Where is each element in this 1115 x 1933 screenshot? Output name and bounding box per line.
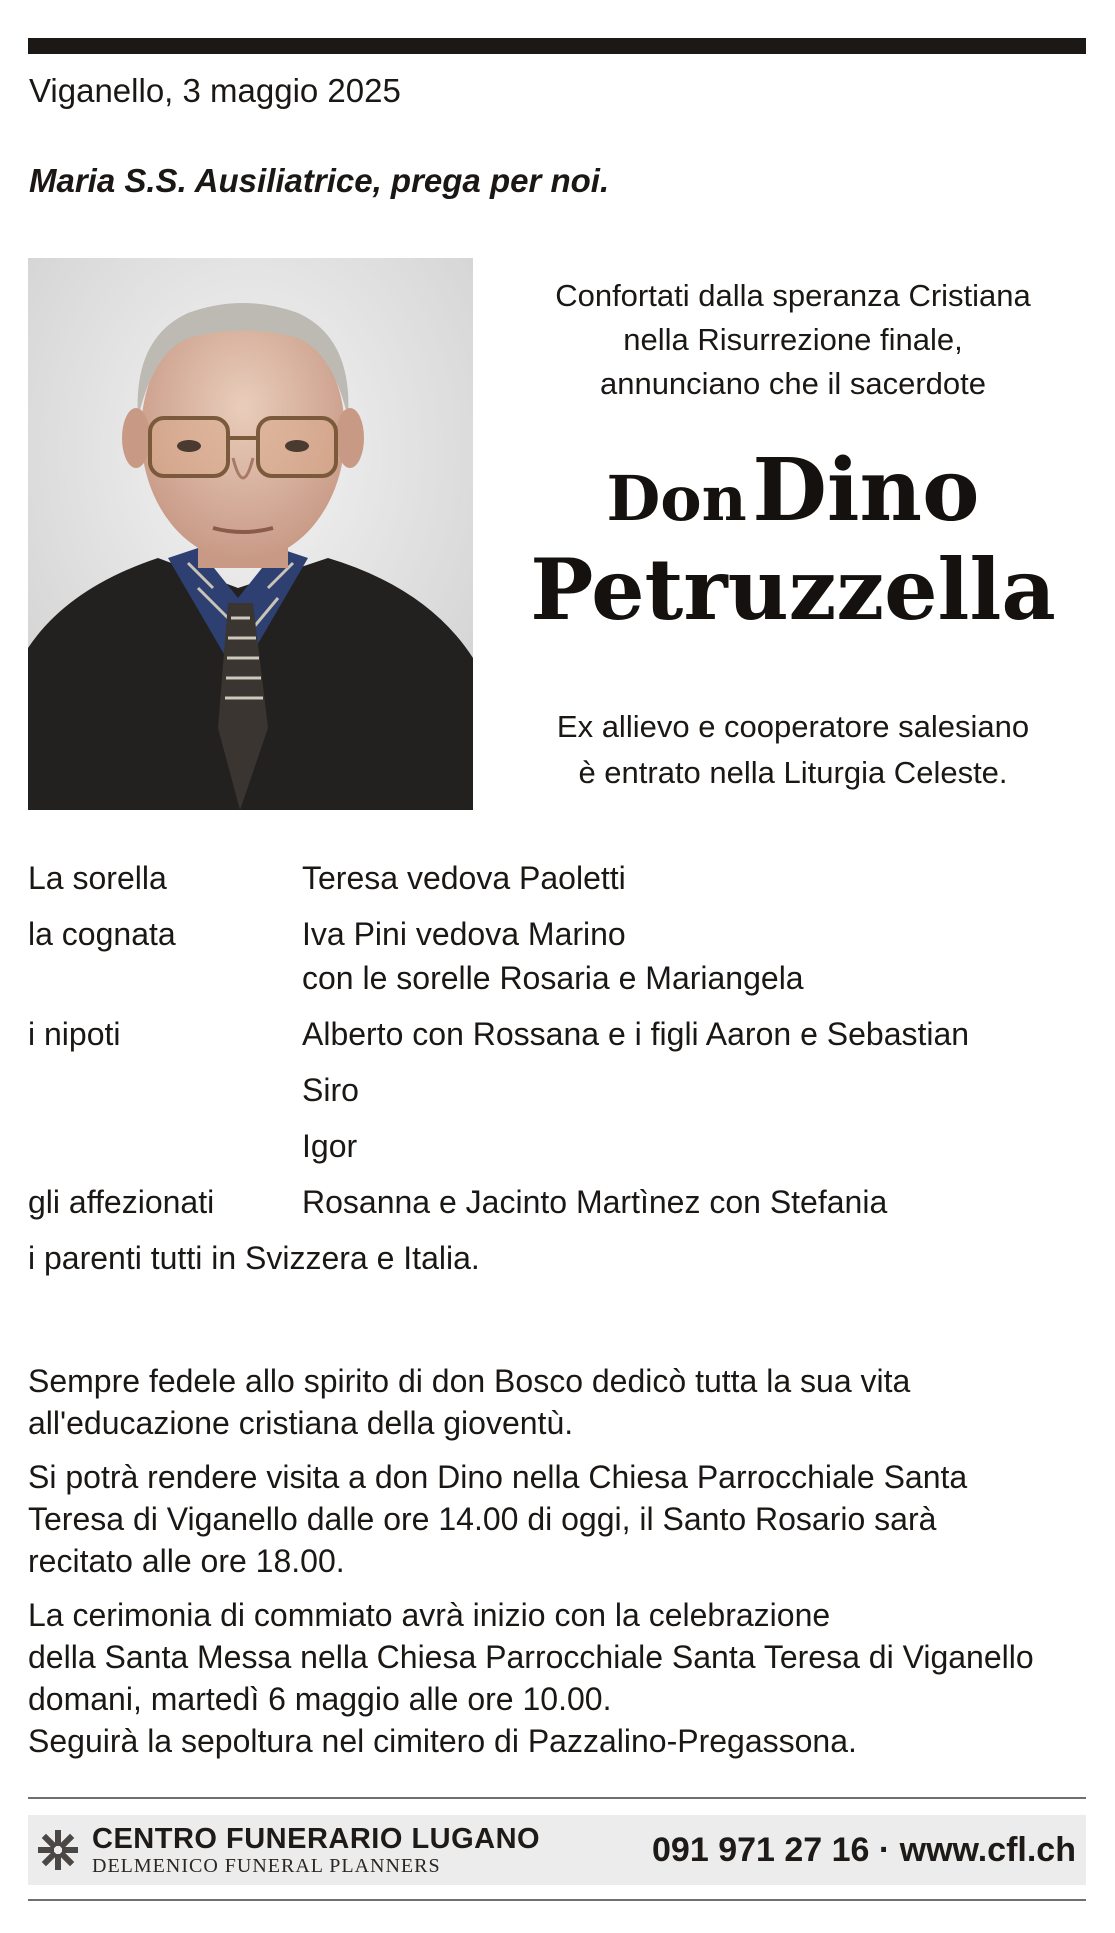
intro-line: Confortati dalla speranza Cristiana bbox=[555, 278, 1031, 313]
mourner-name: Teresa vedova Paoletti bbox=[302, 860, 626, 896]
mourner-row bbox=[28, 1124, 1088, 1168]
deceased-title: Don bbox=[606, 462, 747, 535]
footer-bottom-rule bbox=[28, 1899, 1086, 1901]
paragraph-line: recitato alle ore 18.00. bbox=[28, 1543, 345, 1579]
mourner-name: Siro bbox=[302, 1072, 359, 1108]
outro-line: Ex allievo e cooperatore salesiano bbox=[556, 709, 1030, 744]
mourner-row bbox=[28, 1012, 1088, 1056]
mourner-row bbox=[28, 1180, 1088, 1224]
company-tagline: DELMENICO FUNERAL PLANNERS bbox=[92, 1854, 441, 1877]
top-rule bbox=[28, 38, 1086, 54]
paragraph-line: La cerimonia di commiato avrà inizio con la celebrazione bbox=[28, 1597, 831, 1633]
deceased-first-name: Dino bbox=[752, 440, 980, 541]
paragraph-line: all'educazione cristiana della gioventù. bbox=[28, 1405, 574, 1441]
mourner-relation: i nipoti bbox=[28, 1016, 121, 1052]
paragraph-line: Seguirà la sepoltura nel cimitero di Pazzalino-Pregassona. bbox=[28, 1723, 857, 1759]
portrait-photo bbox=[28, 258, 473, 810]
mourner-relation bbox=[28, 1068, 302, 1112]
paragraph-line: domani, martedì 6 maggio alle ore 10.00. bbox=[28, 1681, 612, 1717]
deceased-last-name: Petruzzella bbox=[530, 540, 1056, 639]
mourners-list bbox=[28, 856, 1088, 1280]
footer-top-rule bbox=[28, 1797, 1086, 1799]
mourner-row bbox=[28, 856, 1088, 900]
intro-text bbox=[508, 274, 1078, 406]
mourner-relation: La sorella bbox=[28, 860, 167, 896]
intro-line: annunciano che il sacerdote bbox=[599, 366, 987, 401]
mourner-name: con le sorelle Rosaria e Mariangela bbox=[302, 960, 804, 996]
intro-line: nella Risurrezione finale, bbox=[623, 322, 963, 357]
paragraph-line: Teresa di Viganello dalle ore 14.00 di oggi, il Santo Rosario sarà bbox=[28, 1501, 937, 1537]
funeral-home-footer bbox=[28, 1815, 1086, 1885]
mourner-name: Alberto con Rossana e i figli Aaron e Sebastian bbox=[302, 1016, 970, 1052]
star-logo-icon bbox=[36, 1828, 80, 1872]
company-name: CENTRO FUNERARIO LUGANO bbox=[92, 1822, 541, 1855]
place-date: Viganello, 3 maggio 2025 bbox=[29, 72, 401, 109]
mourner-row bbox=[28, 1068, 1088, 1112]
mourner-name: Iva Pini vedova Marino bbox=[302, 916, 626, 952]
mourner-row bbox=[28, 912, 1088, 1000]
mourner-name: Igor bbox=[302, 1128, 358, 1164]
notice-body bbox=[28, 1348, 1088, 1774]
outro-line: è entrato nella Liturgia Celeste. bbox=[578, 755, 1008, 790]
mourner-relation: gli affezionati bbox=[28, 1184, 215, 1220]
mourner-relation bbox=[28, 1124, 302, 1168]
deceased-name-line-1 bbox=[508, 440, 1078, 541]
mourner-relation: la cognata bbox=[28, 916, 176, 952]
paragraph-line: Si potrà rendere visita a don Dino nella Chiesa Parrocchiale Santa bbox=[28, 1459, 968, 1495]
outro-text bbox=[508, 704, 1078, 796]
paragraph-line: Sempre fedele allo spirito di don Bosco dedicò tutta la sua vita bbox=[28, 1363, 911, 1399]
mourner-name: Rosanna e Jacinto Martìnez con Stefania bbox=[302, 1184, 888, 1220]
company-brand bbox=[92, 1822, 541, 1877]
closing-line: i parenti tutti in Svizzera e Italia. bbox=[28, 1240, 480, 1276]
company-contact: 091 971 27 16 · www.cfl.ch bbox=[652, 1830, 1076, 1869]
paragraph-line: della Santa Messa nella Chiesa Parrocchiale Santa Teresa di Viganello bbox=[28, 1639, 1034, 1675]
invocation: Maria S.S. Ausiliatrice, prega per noi. bbox=[29, 162, 610, 199]
